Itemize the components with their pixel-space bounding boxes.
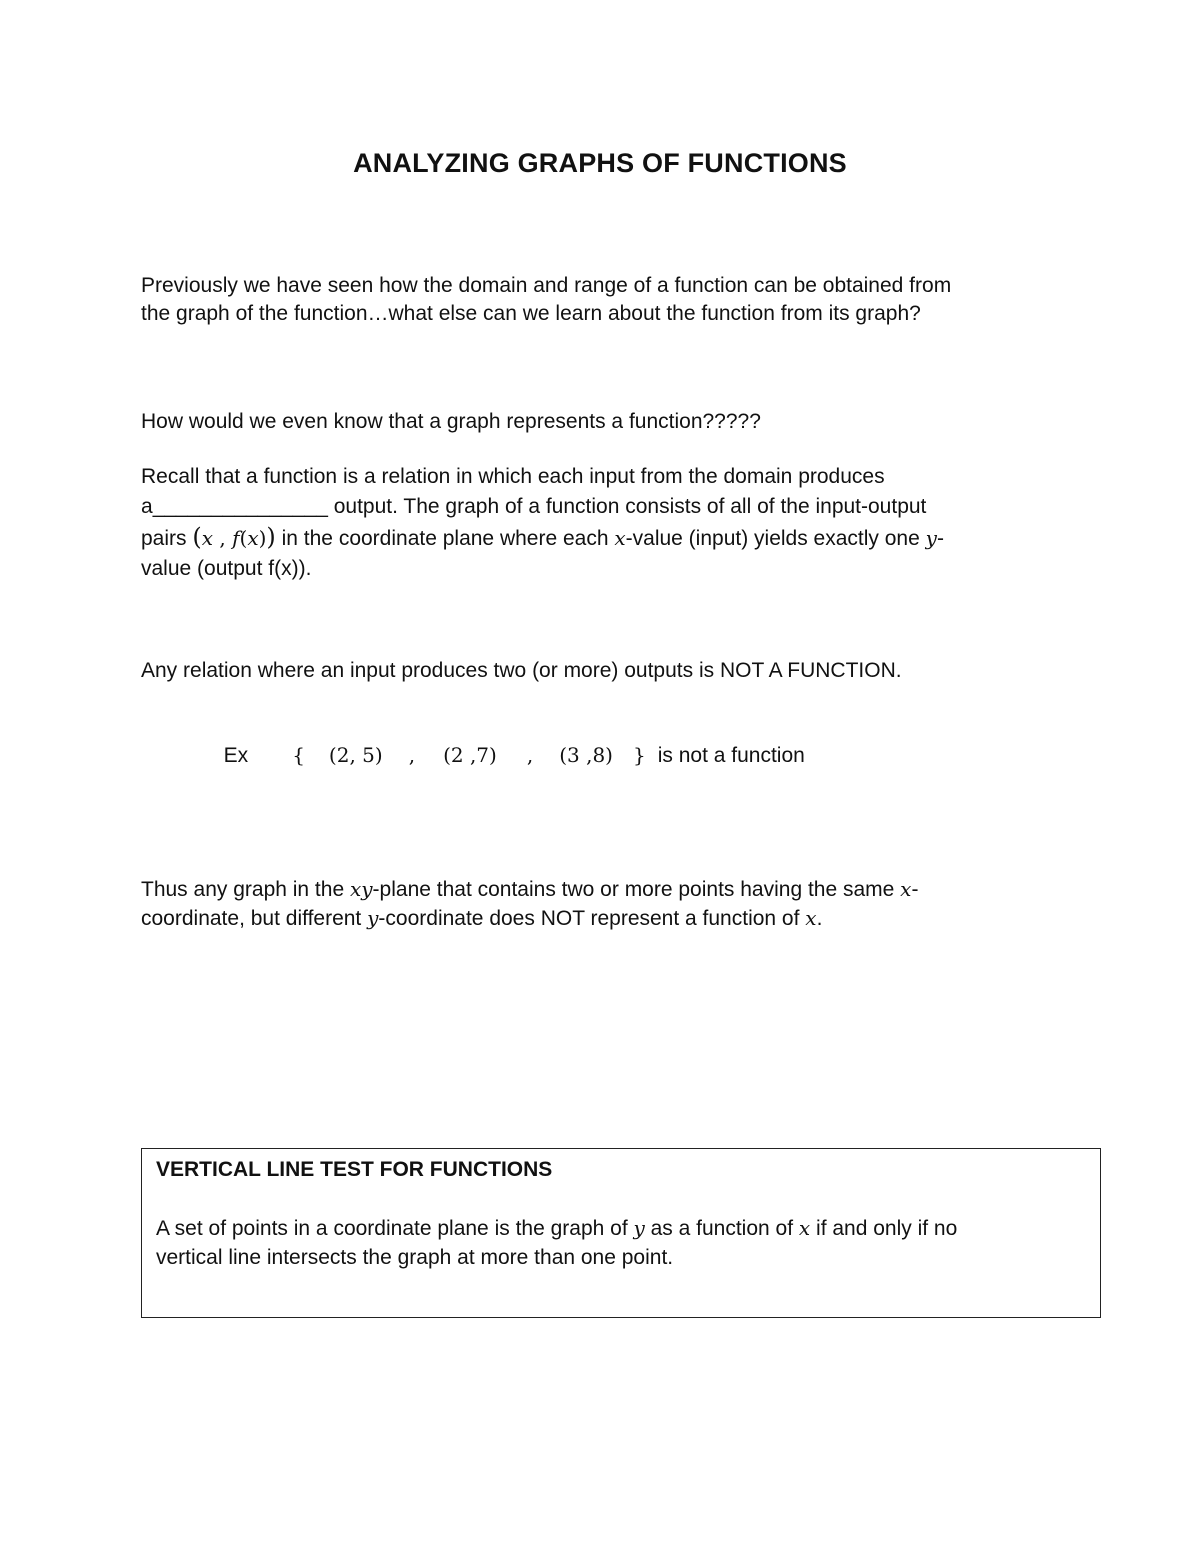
recall-line-1: Recall that a function is a relation in which each input from the domain produces bbox=[141, 465, 885, 488]
example-sep-2: , bbox=[526, 743, 534, 767]
recall-line-3-mid: in the coordinate plane where each bbox=[275, 527, 615, 550]
vlt-line-1-mid: as a function of bbox=[644, 1217, 799, 1240]
vlt-definition bbox=[156, 1214, 957, 1272]
close-brace: } bbox=[632, 743, 646, 767]
example-label: Ex bbox=[223, 744, 249, 767]
intro-line-2: the graph of the function…what else can we learn about the function from its graph? bbox=[141, 302, 921, 325]
math-y-thus: y bbox=[367, 906, 379, 930]
example-pair-1: (2, 5) bbox=[328, 743, 383, 767]
open-brace: { bbox=[292, 743, 305, 767]
math-y: y bbox=[925, 526, 937, 550]
math-f: f bbox=[232, 526, 240, 550]
example-pair-2: (2 ,7) bbox=[443, 743, 497, 767]
intro-line-1: Previously we have seen how the domain and range of a function can be obtained from bbox=[141, 274, 952, 297]
not-function-statement: Any relation where an input produces two (or more) outputs is NOT A FUNCTION. bbox=[141, 659, 902, 682]
math-x-arg: x bbox=[247, 526, 259, 550]
math-comma: , bbox=[213, 526, 233, 550]
thus-paragraph bbox=[141, 875, 1071, 933]
vlt-line-2: vertical line intersects the graph at more than one point. bbox=[156, 1246, 674, 1269]
recall-line-4: value (output f(x)). bbox=[141, 557, 312, 580]
thus-period: . bbox=[816, 907, 823, 930]
recall-dash: - bbox=[936, 527, 944, 550]
example-line bbox=[212, 710, 805, 771]
answer-blank: _______________ bbox=[152, 495, 328, 518]
example-pair-3: (3 ,8) bbox=[559, 743, 613, 767]
thus-line-2-start: coordinate, but different bbox=[141, 907, 368, 930]
thus-line-1-start: Thus any graph in the bbox=[141, 878, 350, 901]
recall-paragraph: Recall that a function is a relation in which each input from the domain produces a_______________ output. The graph of a function consists of all of the input-output pairs (x , f(x)) in the coordinate plane where each x-value (input) yields exactly one y- value (output f(x)). bbox=[141, 465, 944, 580]
thus-line-2-mid: -coordinate does NOT represent a function of bbox=[378, 907, 806, 930]
recall-line-3-value: -value (input) yields exactly one bbox=[625, 527, 926, 550]
recall-line-2-end: output. The graph of a function consists of all of the input-output bbox=[327, 495, 927, 518]
math-x: x bbox=[201, 526, 214, 550]
example-sep-1: , bbox=[408, 743, 416, 767]
question-text: How would we even know that a graph represents a function????? bbox=[141, 410, 761, 433]
math-x-thus: x bbox=[900, 877, 912, 901]
vlt-line-1-end: if and only if no bbox=[810, 1217, 958, 1240]
vlt-line-1-start: A set of points in a coordinate plane is the graph of bbox=[156, 1217, 634, 1240]
example-suffix: is not a function bbox=[657, 744, 805, 767]
math-y-vlt: y bbox=[633, 1216, 645, 1240]
recall-pairs-text: pairs bbox=[141, 527, 193, 550]
math-x-value: x bbox=[614, 526, 626, 550]
page-title: ANALYZING GRAPHS OF FUNCTIONS bbox=[353, 148, 847, 178]
math-x-vlt: x bbox=[798, 1216, 811, 1240]
vlt-heading: VERTICAL LINE TEST FOR FUNCTIONS bbox=[156, 1158, 553, 1181]
recall-line-2-start: a bbox=[141, 495, 153, 518]
thus-dash: - bbox=[911, 878, 919, 901]
intro-paragraph bbox=[141, 272, 1071, 328]
thus-line-1-mid: -plane that contains two or more points having the same bbox=[372, 878, 901, 901]
math-x-thus-end: x bbox=[805, 906, 817, 930]
math-xy: xy bbox=[349, 877, 373, 901]
